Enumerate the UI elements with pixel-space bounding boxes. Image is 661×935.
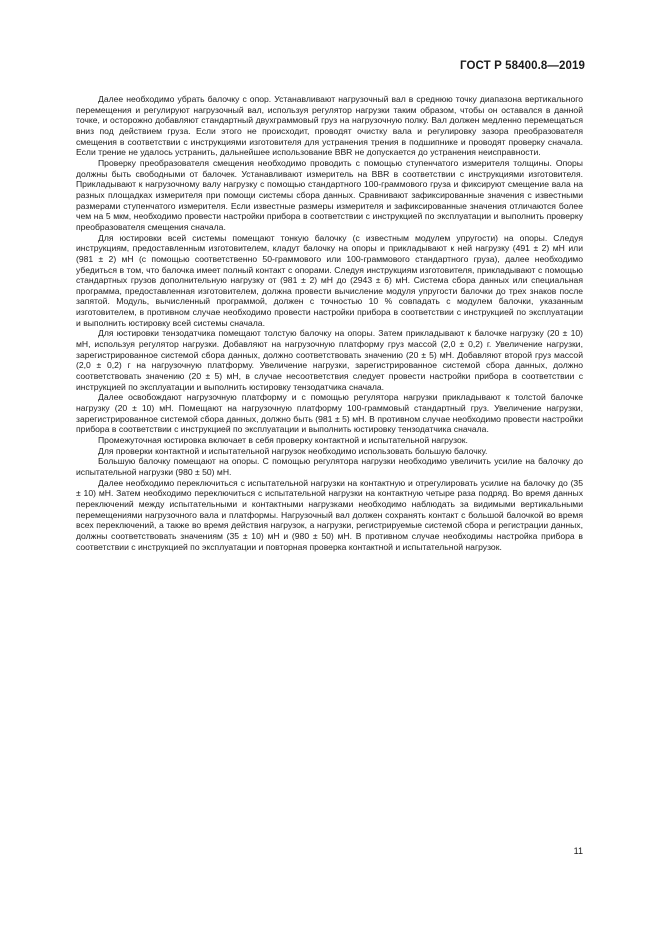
paragraph-7: Для проверки контактной и испытательной нагрузок необходимо использовать большую балочку. (98, 445, 488, 456)
page-number: 11 (573, 846, 583, 856)
standard-code-header: ГОСТ Р 58400.8—2019 (460, 60, 585, 72)
paragraph-1: Далее необходимо убрать балочку с опор. Устанавливают нагрузочный вал в среднюю точку диапазона вертикального перемещения и регулируют нагрузочный вал, используя регулятор нагрузки таким образом, чтобы он оставался в данной точке, и осторожно добавляют стандартный двухграммовый груз на нагрузочную полку. Вал должен медленно перемещаться вниз под действием груза. Если этого не происходит, проводят очистку вала и регулировку зазора преобразователя смещения в соответствии с инструкциями изготовителя для устранения трения в подшипнике и проводят проверку сначала. Если трение не удалось устранить, дальнейшее использование BBR не допускается до устранения неисправности. (76, 94, 583, 158)
paragraph-2: Проверку преобразователя смещения необходимо проводить с помощью ступенчатого измерителя толщины. Опоры должны быть свободными от балочек. Устанавливают измеритель на BBR в соответствии с инструкциями изготовителя. Прикладывают к нагрузочному валу нагрузку с помощью стандартного 100-граммового груза и фиксируют смещение вала на разных площадках измерителя при помощи системы сбора данных. Сравнивают зафиксированные значения с известными размерами ступенчатого измерителя. Если известные размеры измерителя и зафиксированные значения отличаются более чем на 5 мкм, необходимо провести настройки прибора в соответствии с инструкцией по эксплуатации и выполнить проверку преобразователя смещения сначала. (76, 157, 583, 232)
paragraph-6: Промежуточная юстировка включает в себя проверку контактной и испытательной нагрузок. (98, 435, 468, 445)
paragraph-9: Далее необходимо переключиться с испытательной нагрузки на контактную и отрегулировать усилие на балочку до (35 ± 10) мН. Затем необходимо переключиться с испытательной нагрузки на контактную четыре раза подряд. Во время данных переключений между испытательными и контактными нагрузками необходимо наблюдать за видимыми вертикальными перемещениями нагрузочного вала и платформы. Нагрузочный вал должен сохранять контакт с большой балочкой во время всех переключений, а также во время действия нагрузок, а нагрузки, регистрируемые системой сбора и регистрации данных, должны соответствовать значениям (35 ± 10) мН и (980 ± 50) мН. В противном случае необходимы настройка прибора в соответствии с инструкцией по эксплуатации и повторная проверка контактной и испытательной нагрузок. (76, 477, 583, 552)
paragraph-3: Для юстировки всей системы помещают тонкую балочку (с известным модулем упругости) на опоры. Следуя инструкциям, предоставленным изготовителем, кладут балочку на опоры и прикладывают к ней нагрузку (491 ± 2) мН или (981 ± 2) мН (с помощью соответственно 50-граммового или 100-граммового стандартного груза), далее необходимо убедиться в том, что балочка имеет полный контакт с опорами. Следуя инструкциям изготовителя, прикладывают с помощью стандартных грузов дополнительную нагрузку от (981 ± 2) мН до (2943 ± 6) мН. Система сбора данных или специальная программа, предоставленная изготовителем, должна провести вычисление модуля упругости балочки до трех знаков после запятой. Модуль, вычисленный программой, должен с точностью 10 % совпадать с модулем балочки, указанным изготовителем, в противном случае необходимо провести настройки прибора в соответствии с инструкцией по эксплуатации и выполнить юстировку всей системы сначала. (76, 232, 583, 328)
body-text (76, 94, 583, 552)
paragraph-8: Большую балочку помещают на опоры. С помощью регулятора нагрузки необходимо увеличить усилие на балочку до испытательной нагрузки (980 ± 50) мН. (76, 456, 583, 477)
paragraph-5: Далее освобождают нагрузочную платформу и с помощью регулятора нагрузки прикладывают к толстой балочке нагрузку (20 ± 10) мН. Помещают на нагрузочную платформу 100-граммовый стандартный груз. Увеличение нагрузки, зарегистрированное системой сбора данных, должно быть (981 ± 5) мН. В противном случае необходимо провести настройки прибора в соответствии с инструкцией по эксплуатации и выполнить юстировку тензодатчика сначала. (76, 392, 583, 435)
paragraph-4: Для юстировки тензодатчика помещают толстую балочку на опоры. Затем прикладывают к балочке нагрузку (20 ± 10) мН, используя регулятор нагрузки. Добавляют на нагрузочную платформу груз массой (2,0 ± 0,2) г. Увеличение нагрузки, зарегистрированное системой сбора данных, должно соответствовать значению (20 ± 5) мН. Добавляют второй груз массой (2,0 ± 0,2) г на нагрузочную платформу. Увеличение нагрузки, зарегистрированное системой сбора данных, должно соответствовать значению (20 ± 5) мН, в случае несоответствия следует провести настройки прибора в соответствии с инструкцией по эксплуатации и выполнить юстировку тензодатчика сначала. (76, 328, 583, 392)
